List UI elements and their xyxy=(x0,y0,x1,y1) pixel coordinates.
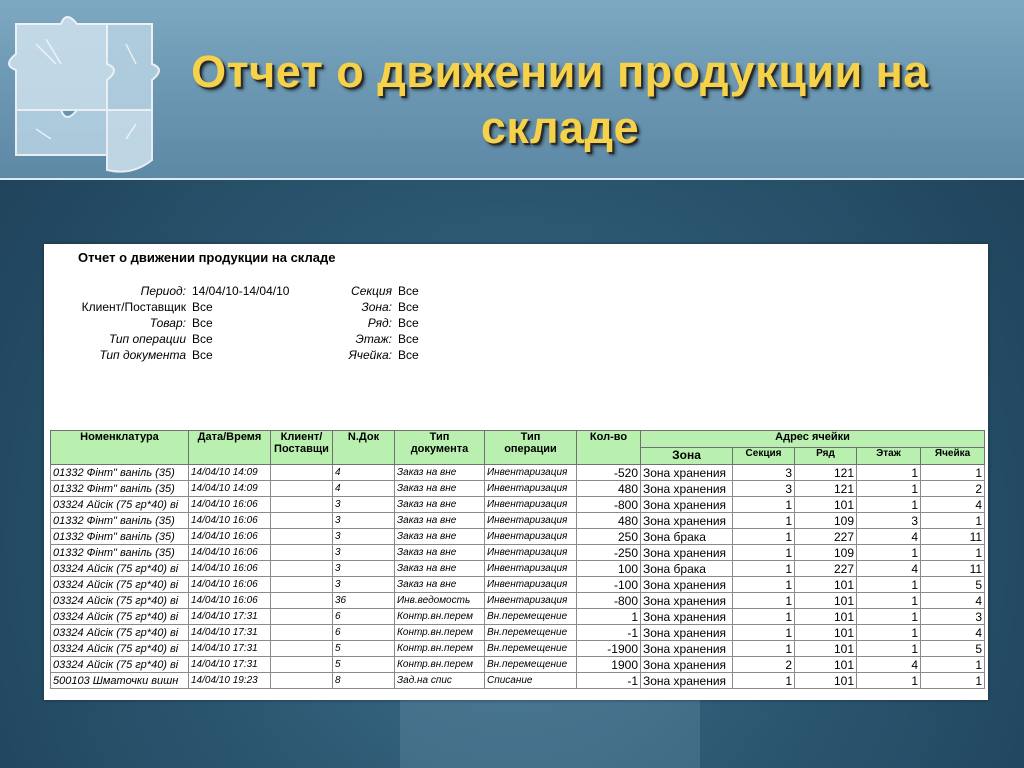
header-floor: Этаж xyxy=(857,448,921,465)
param-label: Товар: xyxy=(149,316,186,330)
cell-doc: 3 xyxy=(333,529,395,545)
header-row: Ряд xyxy=(795,448,857,465)
cell-doc: 4 xyxy=(333,465,395,481)
table-row xyxy=(51,577,985,593)
cell-doctype: Заказ на вне xyxy=(395,513,485,529)
cell-cell: 4 xyxy=(921,625,985,641)
cell-qty: -250 xyxy=(577,545,641,561)
cell-row: 227 xyxy=(795,561,857,577)
table-row xyxy=(51,529,985,545)
cell-doctype: Инв.ведомость xyxy=(395,593,485,609)
cell-client xyxy=(271,657,333,673)
cell-section: 3 xyxy=(733,481,795,497)
cell-dt: 14/04/10 16:06 xyxy=(189,577,271,593)
cell-qty: -800 xyxy=(577,497,641,513)
movement-table xyxy=(50,430,985,689)
cell-doc: 36 xyxy=(333,593,395,609)
cell-name: 03324 Айсік (75 гр*40) ві xyxy=(51,497,189,513)
cell-floor: 1 xyxy=(857,497,921,513)
report-sheet xyxy=(44,244,988,700)
cell-name: 01332 Фінт" ваніль (35) xyxy=(51,529,189,545)
cell-qty: -520 xyxy=(577,465,641,481)
param-label: Тип документа xyxy=(99,348,186,362)
cell-section: 1 xyxy=(733,593,795,609)
cell-name: 03324 Айсік (75 гр*40) ві xyxy=(51,657,189,673)
cell-client xyxy=(271,561,333,577)
cell-doc: 4 xyxy=(333,481,395,497)
header-qty: Кол-во xyxy=(577,431,641,465)
param-value: Все xyxy=(398,316,419,330)
header-client-line2: Поставщи xyxy=(274,443,329,455)
cell-cell: 3 xyxy=(921,609,985,625)
cell-cell: 1 xyxy=(921,545,985,561)
param-value: Все xyxy=(192,348,213,362)
table-row xyxy=(51,561,985,577)
header-cell: Ячейка xyxy=(921,448,985,465)
cell-dt: 14/04/10 19:23 xyxy=(189,673,271,689)
cell-floor: 1 xyxy=(857,609,921,625)
cell-name: 03324 Айсік (75 гр*40) ві xyxy=(51,561,189,577)
cell-cell: 1 xyxy=(921,465,985,481)
param-value: Все xyxy=(192,316,213,330)
cell-optype: Инвентаризация xyxy=(485,513,577,529)
cell-zone: Зона хранения xyxy=(641,545,733,561)
cell-cell: 1 xyxy=(921,673,985,689)
cell-section: 1 xyxy=(733,641,795,657)
cell-cell: 4 xyxy=(921,497,985,513)
cell-optype: Вн.перемещение xyxy=(485,625,577,641)
cell-doctype: Заказ на вне xyxy=(395,545,485,561)
cell-doc: 3 xyxy=(333,561,395,577)
cell-doc: 3 xyxy=(333,577,395,593)
header-optype xyxy=(485,431,577,465)
cell-name: 03324 Айсік (75 гр*40) ві xyxy=(51,625,189,641)
cell-doctype: Контр.вн.перем xyxy=(395,625,485,641)
cell-optype: Вн.перемещение xyxy=(485,609,577,625)
cell-dt: 14/04/10 17:31 xyxy=(189,641,271,657)
slide-title-line2: складе xyxy=(480,102,640,153)
cell-row: 101 xyxy=(795,625,857,641)
cell-doctype: Контр.вн.перем xyxy=(395,657,485,673)
table-row xyxy=(51,657,985,673)
cell-doc: 5 xyxy=(333,657,395,673)
cell-section: 2 xyxy=(733,657,795,673)
cell-optype: Инвентаризация xyxy=(485,577,577,593)
cell-doc: 5 xyxy=(333,641,395,657)
header-datetime: Дата/Время xyxy=(189,431,271,465)
cell-client xyxy=(271,593,333,609)
cell-qty: -1 xyxy=(577,673,641,689)
cell-doctype: Заказ на вне xyxy=(395,465,485,481)
param-value: Все xyxy=(398,284,419,298)
header-section: Секция xyxy=(733,448,795,465)
param-value: Все xyxy=(192,300,213,314)
param-label: Зона: xyxy=(361,300,392,314)
cell-dt: 14/04/10 16:06 xyxy=(189,593,271,609)
cell-dt: 14/04/10 17:31 xyxy=(189,657,271,673)
param-value: Все xyxy=(398,300,419,314)
cell-cell: 11 xyxy=(921,561,985,577)
cell-optype: Инвентаризация xyxy=(485,545,577,561)
param-label: Тип операции xyxy=(108,332,186,346)
cell-client xyxy=(271,529,333,545)
cell-row: 121 xyxy=(795,465,857,481)
cell-qty: -100 xyxy=(577,577,641,593)
header-optype-line2: операции xyxy=(504,443,557,455)
cell-section: 1 xyxy=(733,577,795,593)
cell-section: 1 xyxy=(733,529,795,545)
cell-name: 03324 Айсік (75 гр*40) ві xyxy=(51,577,189,593)
cell-name: 500103 Шматочки вишн xyxy=(51,673,189,689)
param-value: 14/04/10-14/04/10 xyxy=(192,284,290,298)
cell-doctype: Заказ на вне xyxy=(395,561,485,577)
table-row xyxy=(51,481,985,497)
cell-qty: 250 xyxy=(577,529,641,545)
cell-doctype: Контр.вн.перем xyxy=(395,609,485,625)
cell-section: 1 xyxy=(733,673,795,689)
table-row xyxy=(51,497,985,513)
header-client-line1: Клиент/ xyxy=(280,431,323,443)
cell-client xyxy=(271,577,333,593)
cell-section: 1 xyxy=(733,561,795,577)
table-row xyxy=(51,545,985,561)
cell-zone: Зона хранения xyxy=(641,625,733,641)
cell-optype: Инвентаризация xyxy=(485,561,577,577)
table-row xyxy=(51,625,985,641)
table-body xyxy=(51,465,985,689)
header-cell-address: Адрес ячейки xyxy=(641,431,985,448)
cell-floor: 1 xyxy=(857,577,921,593)
cell-doctype: Заказ на вне xyxy=(395,577,485,593)
cell-doctype: Заказ на вне xyxy=(395,529,485,545)
cell-row: 101 xyxy=(795,657,857,673)
cell-doctype: Зад.на спис xyxy=(395,673,485,689)
cell-dt: 14/04/10 14:09 xyxy=(189,481,271,497)
cell-optype: Инвентаризация xyxy=(485,497,577,513)
cell-name: 01332 Фінт" ваніль (35) xyxy=(51,545,189,561)
cell-client xyxy=(271,497,333,513)
cell-client xyxy=(271,625,333,641)
cell-zone: Зона хранения xyxy=(641,481,733,497)
header-doctype-line2: документа xyxy=(410,443,469,455)
cell-name: 03324 Айсік (75 гр*40) ві xyxy=(51,593,189,609)
cell-cell: 4 xyxy=(921,593,985,609)
cell-cell: 2 xyxy=(921,481,985,497)
cell-zone: Зона хранения xyxy=(641,657,733,673)
cell-qty: -800 xyxy=(577,593,641,609)
param-label: Клиент/Поставщик xyxy=(81,300,186,314)
cell-dt: 14/04/10 17:31 xyxy=(189,625,271,641)
cell-doctype: Заказ на вне xyxy=(395,481,485,497)
cell-optype: Инвентаризация xyxy=(485,593,577,609)
cell-zone: Зона хранения xyxy=(641,497,733,513)
slide-header xyxy=(0,0,1024,180)
cell-name: 01332 Фінт" ваніль (35) xyxy=(51,465,189,481)
param-label: Секция xyxy=(351,284,392,298)
cell-cell: 5 xyxy=(921,641,985,657)
cell-floor: 1 xyxy=(857,673,921,689)
cell-qty: 100 xyxy=(577,561,641,577)
cell-row: 101 xyxy=(795,609,857,625)
param-value: Все xyxy=(192,332,213,346)
cell-dt: 14/04/10 16:06 xyxy=(189,545,271,561)
cell-row: 109 xyxy=(795,545,857,561)
table-row xyxy=(51,673,985,689)
table-row xyxy=(51,513,985,529)
cell-qty: -1900 xyxy=(577,641,641,657)
cell-floor: 1 xyxy=(857,593,921,609)
cell-optype: Списание xyxy=(485,673,577,689)
cell-doctype: Заказ на вне xyxy=(395,497,485,513)
cell-cell: 1 xyxy=(921,513,985,529)
cell-row: 101 xyxy=(795,673,857,689)
slide-title xyxy=(120,44,1000,156)
cell-doc: 6 xyxy=(333,625,395,641)
cell-floor: 1 xyxy=(857,481,921,497)
cell-name: 01332 Фінт" ваніль (35) xyxy=(51,513,189,529)
cell-floor: 4 xyxy=(857,529,921,545)
param-label: Ряд: xyxy=(367,316,392,330)
cell-zone: Зона хранения xyxy=(641,465,733,481)
header-zone: Зона xyxy=(641,448,733,465)
cell-qty: 1 xyxy=(577,609,641,625)
cell-floor: 1 xyxy=(857,641,921,657)
cell-dt: 14/04/10 17:31 xyxy=(189,609,271,625)
cell-section: 1 xyxy=(733,497,795,513)
cell-client xyxy=(271,545,333,561)
cell-zone: Зона хранения xyxy=(641,609,733,625)
cell-dt: 14/04/10 16:06 xyxy=(189,513,271,529)
cell-zone: Зона хранения xyxy=(641,641,733,657)
table-row xyxy=(51,641,985,657)
cell-name: 03324 Айсік (75 гр*40) ві xyxy=(51,641,189,657)
cell-dt: 14/04/10 16:06 xyxy=(189,529,271,545)
cell-section: 1 xyxy=(733,625,795,641)
header-client xyxy=(271,431,333,465)
header-nomenclature: Номенклатура xyxy=(51,431,189,465)
slide-title-line1: Отчет о движении продукции на xyxy=(191,46,929,97)
cell-section: 3 xyxy=(733,465,795,481)
cell-row: 101 xyxy=(795,577,857,593)
cell-zone: Зона хранения xyxy=(641,577,733,593)
cell-zone: Зона брака xyxy=(641,561,733,577)
param-label: Этаж: xyxy=(355,332,392,346)
cell-row: 121 xyxy=(795,481,857,497)
cell-dt: 14/04/10 16:06 xyxy=(189,497,271,513)
cell-doc: 6 xyxy=(333,609,395,625)
cell-row: 227 xyxy=(795,529,857,545)
cell-zone: Зона хранения xyxy=(641,593,733,609)
param-value: Все xyxy=(398,332,419,346)
table-row xyxy=(51,593,985,609)
header-doctype xyxy=(395,431,485,465)
cell-zone: Зона хранения xyxy=(641,673,733,689)
cell-row: 109 xyxy=(795,513,857,529)
table-row xyxy=(51,465,985,481)
param-label: Ячейка: xyxy=(348,348,392,362)
param-value: Все xyxy=(398,348,419,362)
cell-floor: 1 xyxy=(857,465,921,481)
cell-section: 1 xyxy=(733,513,795,529)
header-doctype-line1: Тип xyxy=(429,431,450,443)
cell-floor: 1 xyxy=(857,545,921,561)
cell-floor: 4 xyxy=(857,657,921,673)
cell-dt: 14/04/10 16:06 xyxy=(189,561,271,577)
cell-floor: 4 xyxy=(857,561,921,577)
cell-floor: 1 xyxy=(857,625,921,641)
cell-cell: 11 xyxy=(921,529,985,545)
cell-optype: Инвентаризация xyxy=(485,465,577,481)
cell-qty: 1900 xyxy=(577,657,641,673)
cell-optype: Инвентаризация xyxy=(485,529,577,545)
cell-doc: 3 xyxy=(333,545,395,561)
cell-name: 03324 Айсік (75 гр*40) ві xyxy=(51,609,189,625)
cell-zone: Зона брака xyxy=(641,529,733,545)
cell-client xyxy=(271,673,333,689)
cell-doc: 3 xyxy=(333,513,395,529)
report-title: Отчет о движении продукции на складе xyxy=(78,250,336,265)
cell-name: 01332 Фінт" ваніль (35) xyxy=(51,481,189,497)
cell-client xyxy=(271,513,333,529)
cell-client xyxy=(271,481,333,497)
cell-row: 101 xyxy=(795,641,857,657)
cell-optype: Вн.перемещение xyxy=(485,657,577,673)
cell-doc: 8 xyxy=(333,673,395,689)
cell-optype: Инвентаризация xyxy=(485,481,577,497)
cell-doc: 3 xyxy=(333,497,395,513)
cell-client xyxy=(271,641,333,657)
cell-qty: 480 xyxy=(577,513,641,529)
cell-dt: 14/04/10 14:09 xyxy=(189,465,271,481)
cell-floor: 3 xyxy=(857,513,921,529)
cell-doctype: Контр.вн.перем xyxy=(395,641,485,657)
cell-row: 101 xyxy=(795,593,857,609)
cell-cell: 1 xyxy=(921,657,985,673)
header-optype-line1: Тип xyxy=(520,431,541,443)
cell-section: 1 xyxy=(733,609,795,625)
cell-qty: 480 xyxy=(577,481,641,497)
cell-client xyxy=(271,609,333,625)
cell-client xyxy=(271,465,333,481)
cell-cell: 5 xyxy=(921,577,985,593)
table-row xyxy=(51,609,985,625)
cell-zone: Зона хранения xyxy=(641,513,733,529)
cell-qty: -1 xyxy=(577,625,641,641)
param-label: Период: xyxy=(140,284,186,298)
cell-row: 101 xyxy=(795,497,857,513)
cell-optype: Вн.перемещение xyxy=(485,641,577,657)
header-ndoc: N.Док xyxy=(333,431,395,465)
cell-section: 1 xyxy=(733,545,795,561)
